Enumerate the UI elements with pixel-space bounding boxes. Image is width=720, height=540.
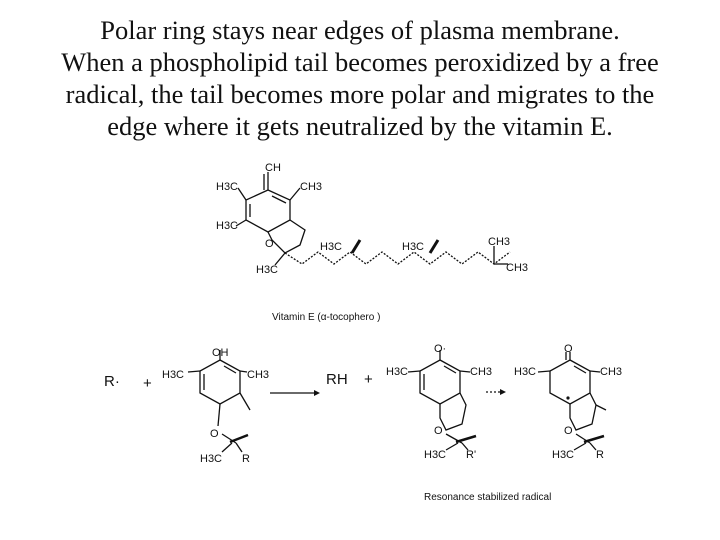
product-rh: RH <box>326 371 348 388</box>
caption-line-2: When a phospholipid tail becomes peroxidized by a free <box>61 47 659 77</box>
caption-line-4: edge where it gets neutralized by the vitamin E. <box>107 111 613 141</box>
product2-r-label: R <box>596 449 604 461</box>
vitamin-e-left-methyl: H3C <box>216 181 239 193</box>
product1-left-h3c: H3C <box>386 366 409 378</box>
vitamin-e-structure <box>216 162 528 323</box>
product1-right-ch3: CH3 <box>470 366 493 378</box>
product-radical-form-2 <box>514 343 622 461</box>
vitamin-e-phytyl-tail <box>285 252 510 264</box>
product2-ring-oxygen: O <box>564 425 573 437</box>
reactant-bottom-h3c: H3C <box>200 453 223 465</box>
vitamin-e-top-label: CH <box>265 162 281 174</box>
vitamin-e-right-methyl: CH3 <box>300 181 323 193</box>
reactant-right-ch3: CH3 <box>247 369 270 381</box>
vitamin-e-bottom-methyl: H3C <box>256 264 279 276</box>
caption-line-3: radical, the tail becomes more polar and migrates to the <box>65 79 655 109</box>
product1-ring-oxygen: O <box>434 425 443 437</box>
radical-label: R· <box>104 373 120 390</box>
reactant-r-label: R <box>242 453 250 465</box>
product1-oxygen-radical: O· <box>434 343 447 355</box>
plus-sign-2: + <box>364 371 373 388</box>
radical-reaction <box>104 343 622 503</box>
resonance-caption: Resonance stabilized radical <box>424 492 552 503</box>
reactant-ring-oxygen: O <box>210 428 219 440</box>
caption-line-1: Polar ring stays near edges of plasma membrane. <box>100 15 620 45</box>
product2-left-h3c: H3C <box>514 366 537 378</box>
product-radical-form-1 <box>386 343 492 461</box>
vitamin-e-branch-methyl-2: H3C <box>402 241 425 253</box>
vitamin-e-end-methyl-bottom: CH3 <box>506 262 529 274</box>
reactant-left-h3c: H3C <box>162 369 185 381</box>
vitamin-e-aromatic-ring <box>246 190 290 232</box>
vitamin-e-branch-methyl-1: H3C <box>320 241 343 253</box>
reactant-tocopherol <box>162 347 269 465</box>
reactant-oh-label: OH <box>212 347 229 359</box>
vitamin-e-ring-oxygen: O <box>265 238 274 250</box>
vitamin-e-end-methyl-top: CH3 <box>488 236 511 248</box>
vitamin-e-caption: Vitamin E (α-tocophero ) <box>272 312 381 323</box>
plus-sign-1: + <box>143 375 152 392</box>
product2-right-ch3: CH3 <box>600 366 623 378</box>
product2-bottom-h3c: H3C <box>552 449 575 461</box>
product1-bottom-h3c: H3C <box>424 449 447 461</box>
product2-oxygen: O <box>564 343 573 355</box>
product1-r-label: R' <box>466 449 477 461</box>
vitamin-e-side-methyl: H3C <box>216 220 239 232</box>
